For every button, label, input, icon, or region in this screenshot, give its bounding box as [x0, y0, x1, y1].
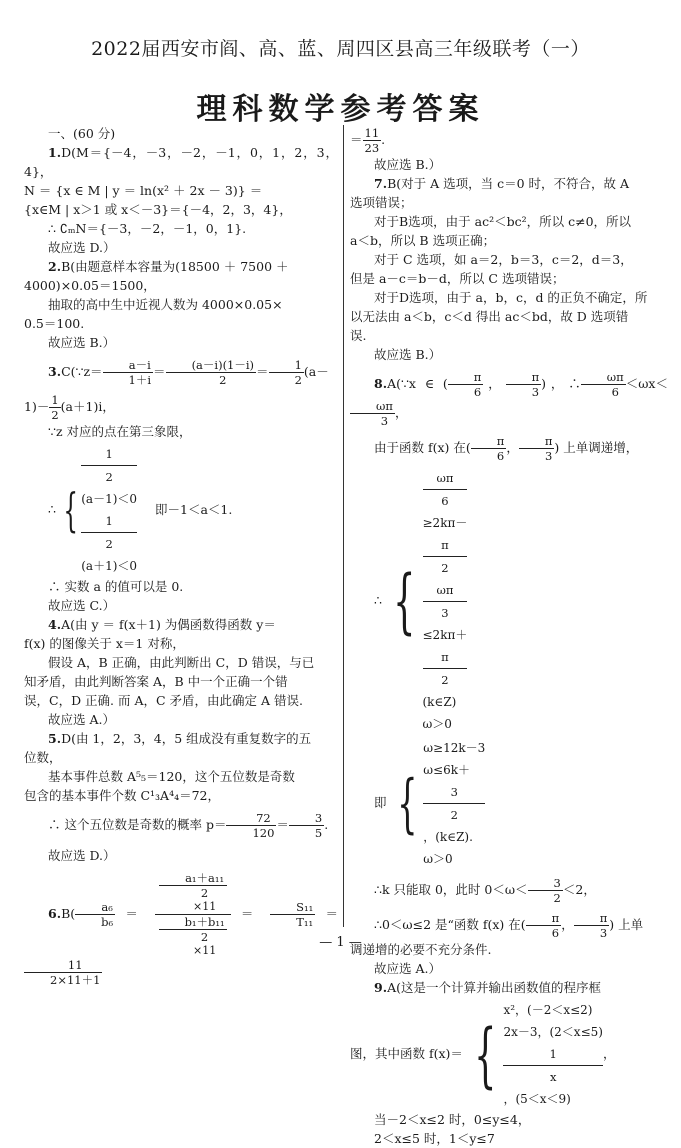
q7-line-7: 对于D选项，由于 a，b，c，d 的正负不确定，所 [374, 290, 648, 305]
q9-line-1: 9.A(这是一个计算并输出函数值的程序框 [374, 980, 601, 995]
q7-line-3: 对于B选项，由于 ac²＜bc²，所以 c≠0，所以 [374, 214, 632, 229]
q4-line-1: 4.A(由 y ＝ f(x＋1) 为偶函数得函数 y＝ [48, 617, 276, 632]
q5-line-4: 包含的基本事件个数 C¹₃A⁴₄＝72， [24, 788, 221, 803]
q6-answer: 故应选 B.） [374, 157, 442, 172]
q3-system: ∴ { 1 2 (a－1)＜0 1 2 (a＋1)＜0 即－1＜a＜1. [24, 443, 338, 577]
q8-line-6: ∴0＜ω≤2 是“函数 f(x) 在( $\frac{\pi}{6}$ ， $\frac{\pi}{3}$ ) 上单 [374, 911, 644, 940]
q5-answer: 故应选 D.） [48, 848, 116, 863]
q5-line-3: 基本事件总数 A⁵₅＝120，这个五位数是奇数 [48, 769, 295, 784]
q7-line-8: 以无法由 a＜b，c＜d 得出 ac＜bd，故 D 选项错 [350, 309, 629, 324]
q1-line-2: N ＝ {x ∈ M | y ＝ ln(x² ＋ 2x － 3)} ＝ [24, 183, 263, 198]
q5-line-1: 5.D(由 1，2，3，4，5 组成没有重复数字的五 [48, 731, 312, 746]
page-number: — 1 — [319, 935, 362, 950]
q7-line-5: 对于 C 选项，如 a＝2，b＝3，c＝2，d＝3， [374, 252, 633, 267]
q7-line-1: 7.B(对于 A 选项，当 c＝0 时，不符合，故 A [374, 176, 630, 191]
q3-answer: 故应选 C.） [48, 598, 116, 613]
q8-system-2: 即 { ω≥12k－3 ω≤6k＋ 3 2 ，(k∈Z). ω＞0 [374, 741, 486, 866]
q3-line-2: 1)－ $\frac{1}{2}$ (a＋1)i， [24, 393, 115, 422]
q4-answer: 故应选 A.） [48, 712, 115, 727]
q4-line-4: 知矛盾，由此判断答案 A，B 中一个正确一个错 [24, 674, 288, 689]
q8-line-7: 调递增的必要不充分条件. [350, 942, 492, 957]
q5-line-5: ∴ 这个五位数是奇数的概率 p＝ $\frac{72}{120}$ ＝ $\frac{3}{5}$ . [48, 811, 329, 840]
q7-line-9: 误. [350, 328, 367, 343]
section-heading: 一、(60 分) [48, 126, 116, 141]
exam-title: 2022届西安市阎、高、蓝、周四区县高三年级联考（一） [91, 38, 590, 60]
q7-line-2: 选项错误； [350, 195, 413, 210]
document-title: 理科数学参考答案 [196, 92, 485, 127]
right-column [350, 124, 668, 1148]
q1-line-4: ∴ ∁ₘN＝{－3，－2，－1，0，1}. [48, 221, 247, 236]
q7-line-4: a＜b，所以 B 选项正确； [350, 233, 496, 248]
q2-answer: 故应选 B.） [48, 335, 116, 350]
q4-line-3: 假设 A，B 正确，由此判断出 C，D 错误，与已 [48, 655, 315, 670]
q6-continued: ＝ $\frac{11}{23}$ . [350, 126, 386, 155]
q3-line-1: 3.C(∵z＝ $\frac{a-i}{1+i}$ ＝ $\frac{(a-i)(1-i)}{2}$ ＝ $\frac{1}{2}$ (a－ [48, 358, 329, 387]
q3-line-3: ∵z 对应的点在第三象限， [48, 424, 192, 439]
q4-line-5: 误，C，D 正确. 而 A，C 矛盾，由此确定 A 错误. [24, 693, 303, 708]
q5-line-2: 位数， [24, 750, 62, 765]
column-divider [343, 125, 344, 927]
q2-line-4: 0.5＝100. [24, 316, 85, 331]
q9-line-4: 2＜x≤5 时，1＜y≤7 [374, 1131, 495, 1146]
q2-line-2: 4000)×0.05＝1500， [24, 278, 156, 293]
q9-piecewise: 图，其中函数 f(x)＝ { x²，(－2＜x≤2) 2x－3，(2＜x≤5) 1 x ，(5＜x＜9) ， [350, 1003, 616, 1106]
q7-answer: 故应选 B.） [374, 347, 442, 362]
q6-line-1: 6.B( $\frac{\text{a₆}}{\text{b₆}}$ ＝ a₁＋a₁₁ 2 ×11 b₁＋b₁₁ 2 ×11 ＝ $\frac{\text{S₁₁}}{\text{T₁₁}}$ ＝ $\frac{11}{2\times 11+1}$ [24, 871, 338, 987]
q8-line-5: ∴k 只能取 0，此时 0＜ω＜ $\frac{3}{2}$ ＜2， [374, 876, 596, 905]
q1-line-3: {x∈M | x＞1 或 x＜－3}＝{－4，2，3，4}， [24, 202, 292, 217]
q1-line-1: 1.D(M＝{－4，－3，－2，－1，0，1，2，3，4}， [24, 145, 338, 179]
q7-line-6: 但是 a－c＝b－d，所以 C 选项错误； [350, 271, 565, 286]
q8-answer: 故应选 A.） [374, 961, 441, 976]
q2-line-1: 2.B(由题意样本容量为(18500 ＋ 7500 ＋ [48, 259, 289, 274]
q3-line-5: ∴ 实数 a 的值可以是 0. [48, 579, 184, 594]
q8-system-1: ∴ { ωπ 6 ≥2kπ－ π 2 ωπ 3 ≤2kπ＋ π 2 (k∈Z) ω＞0 [350, 467, 668, 735]
q8-line-1: 8.A(∵x ∈ ( $\frac{\pi}{6}$ ， $\frac{\pi}{3}$ )，∴ $\frac{\omega\pi}{6}$ ＜ωx＜ $\frac{\omega\pi}{3}$ ， [350, 370, 668, 428]
q8-line-2: 由于函数 f(x) 在( $\frac{\pi}{6}$ ， $\frac{\pi}{3}$ ) 上单调递增， [374, 434, 639, 463]
q1-answer: 故应选 D.） [48, 240, 116, 255]
q2-line-3: 抽取的高中生中近视人数为 4000×0.05× [48, 297, 283, 312]
q3-fraction-2: $\frac{(a-i)(1-i)}{2}$ [166, 358, 256, 387]
q3-fraction-3: $\frac{1}{2}$ [269, 358, 304, 387]
q3-fraction-1: $\frac{a-i}{1+i}$ [103, 358, 154, 387]
left-column [24, 124, 338, 987]
q4-line-2: f(x) 的图像关于 x＝1 对称， [24, 636, 185, 651]
q9-line-3: 当－2＜x≤2 时，0≤y≤4， [374, 1112, 531, 1127]
